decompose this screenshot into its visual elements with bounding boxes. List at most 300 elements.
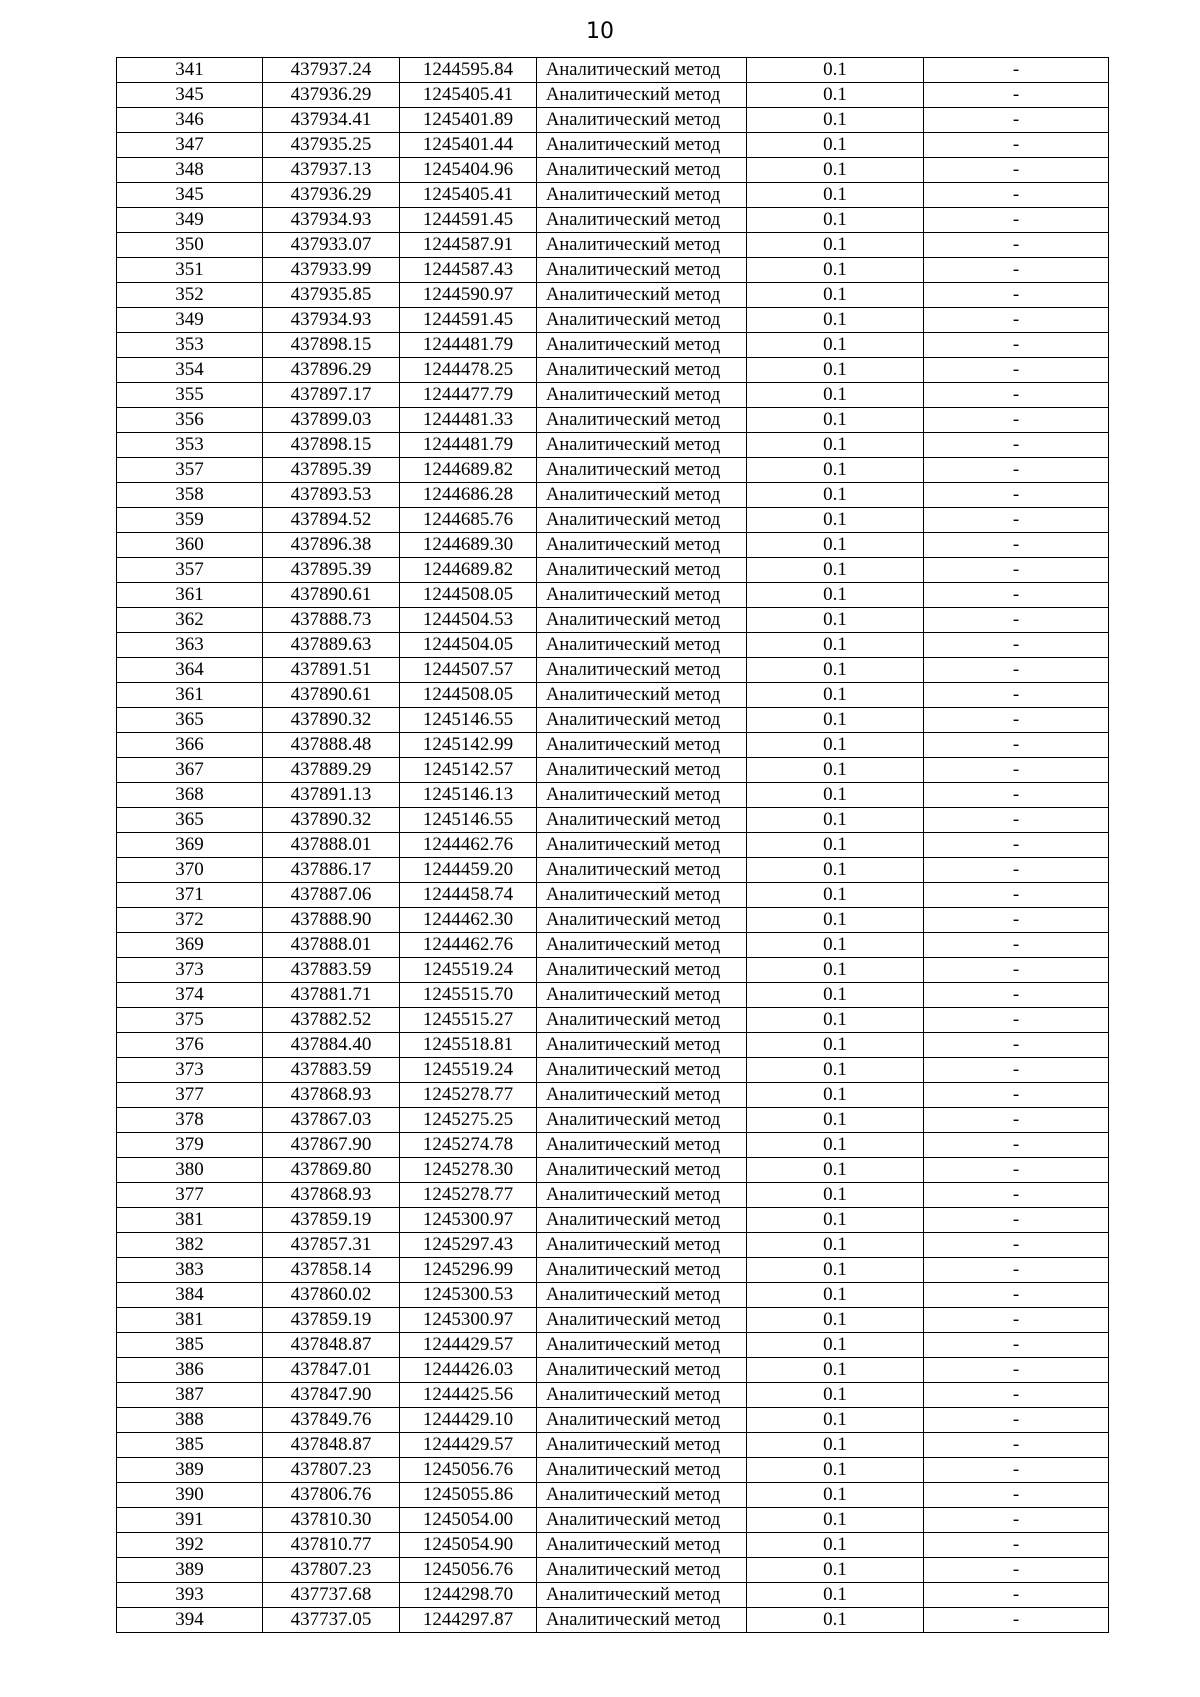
method-cell: Аналитический метод: [537, 933, 747, 958]
note-cell: -: [924, 758, 1109, 783]
precision-cell: 0.1: [747, 383, 924, 408]
precision-cell: 0.1: [747, 108, 924, 133]
method-cell: Аналитический метод: [537, 858, 747, 883]
point-number-cell: 375: [117, 1008, 263, 1033]
y-coordinate-cell: 1244587.91: [400, 233, 537, 258]
x-coordinate-cell: 437898.15: [263, 433, 400, 458]
precision-cell: 0.1: [747, 1033, 924, 1058]
y-coordinate-cell: 1244685.76: [400, 508, 537, 533]
method-cell: Аналитический метод: [537, 633, 747, 658]
method-cell: Аналитический метод: [537, 1583, 747, 1608]
method-cell: Аналитический метод: [537, 558, 747, 583]
y-coordinate-cell: 1244686.28: [400, 483, 537, 508]
precision-cell: 0.1: [747, 1433, 924, 1458]
note-cell: -: [924, 1333, 1109, 1358]
x-coordinate-cell: 437896.29: [263, 358, 400, 383]
x-coordinate-cell: 437899.03: [263, 408, 400, 433]
table-row: [117, 1083, 1109, 1108]
precision-cell: 0.1: [747, 1408, 924, 1433]
y-coordinate-cell: 1244508.05: [400, 683, 537, 708]
precision-cell: 0.1: [747, 808, 924, 833]
y-coordinate-cell: 1245404.96: [400, 158, 537, 183]
point-number-cell: 359: [117, 508, 263, 533]
note-cell: -: [924, 1108, 1109, 1133]
y-coordinate-cell: 1245405.41: [400, 83, 537, 108]
method-cell: Аналитический метод: [537, 883, 747, 908]
method-cell: Аналитический метод: [537, 683, 747, 708]
method-cell: Аналитический метод: [537, 1608, 747, 1633]
precision-cell: 0.1: [747, 583, 924, 608]
y-coordinate-cell: 1244481.33: [400, 408, 537, 433]
x-coordinate-cell: 437859.19: [263, 1308, 400, 1333]
point-number-cell: 378: [117, 1108, 263, 1133]
x-coordinate-cell: 437883.59: [263, 958, 400, 983]
x-coordinate-cell: 437886.17: [263, 858, 400, 883]
note-cell: -: [924, 533, 1109, 558]
note-cell: -: [924, 858, 1109, 883]
method-cell: Аналитический метод: [537, 1383, 747, 1408]
point-number-cell: 365: [117, 708, 263, 733]
method-cell: Аналитический метод: [537, 1508, 747, 1533]
note-cell: -: [924, 358, 1109, 383]
note-cell: -: [924, 233, 1109, 258]
note-cell: -: [924, 1158, 1109, 1183]
x-coordinate-cell: 437810.77: [263, 1533, 400, 1558]
x-coordinate-cell: 437894.52: [263, 508, 400, 533]
table-row: [117, 708, 1109, 733]
x-coordinate-cell: 437848.87: [263, 1433, 400, 1458]
y-coordinate-cell: 1244429.57: [400, 1433, 537, 1458]
x-coordinate-cell: 437867.90: [263, 1133, 400, 1158]
y-coordinate-cell: 1244508.05: [400, 583, 537, 608]
method-cell: Аналитический метод: [537, 308, 747, 333]
method-cell: Аналитический метод: [537, 1483, 747, 1508]
method-cell: Аналитический метод: [537, 433, 747, 458]
table-row: [117, 333, 1109, 358]
x-coordinate-cell: 437898.15: [263, 333, 400, 358]
note-cell: -: [924, 1558, 1109, 1583]
y-coordinate-cell: 1245056.76: [400, 1558, 537, 1583]
y-coordinate-cell: 1244481.79: [400, 333, 537, 358]
method-cell: Аналитический метод: [537, 1133, 747, 1158]
y-coordinate-cell: 1245515.70: [400, 983, 537, 1008]
point-number-cell: 361: [117, 583, 263, 608]
note-cell: -: [924, 1033, 1109, 1058]
table-row: [117, 1333, 1109, 1358]
table-row: [117, 1483, 1109, 1508]
precision-cell: 0.1: [747, 908, 924, 933]
y-coordinate-cell: 1245518.81: [400, 1033, 537, 1058]
table-row: [117, 733, 1109, 758]
table-row: [117, 908, 1109, 933]
x-coordinate-cell: 437891.51: [263, 658, 400, 683]
method-cell: Аналитический метод: [537, 458, 747, 483]
x-coordinate-cell: 437888.48: [263, 733, 400, 758]
table-row: [117, 1258, 1109, 1283]
note-cell: -: [924, 1283, 1109, 1308]
note-cell: -: [924, 558, 1109, 583]
precision-cell: 0.1: [747, 1533, 924, 1558]
note-cell: -: [924, 683, 1109, 708]
method-cell: Аналитический метод: [537, 108, 747, 133]
note-cell: -: [924, 183, 1109, 208]
method-cell: Аналитический метод: [537, 1058, 747, 1083]
method-cell: Аналитический метод: [537, 808, 747, 833]
note-cell: -: [924, 1358, 1109, 1383]
note-cell: -: [924, 1208, 1109, 1233]
x-coordinate-cell: 437937.13: [263, 158, 400, 183]
table-row: [117, 408, 1109, 433]
x-coordinate-cell: 437933.99: [263, 258, 400, 283]
y-coordinate-cell: 1244462.76: [400, 833, 537, 858]
x-coordinate-cell: 437858.14: [263, 1258, 400, 1283]
table-row: [117, 1133, 1109, 1158]
note-cell: -: [924, 708, 1109, 733]
table-row: [117, 1283, 1109, 1308]
method-cell: Аналитический метод: [537, 1308, 747, 1333]
point-number-cell: 392: [117, 1533, 263, 1558]
method-cell: Аналитический метод: [537, 333, 747, 358]
precision-cell: 0.1: [747, 1333, 924, 1358]
note-cell: -: [924, 908, 1109, 933]
precision-cell: 0.1: [747, 1258, 924, 1283]
x-coordinate-cell: 437806.76: [263, 1483, 400, 1508]
y-coordinate-cell: 1245278.77: [400, 1083, 537, 1108]
point-number-cell: 373: [117, 958, 263, 983]
method-cell: Аналитический метод: [537, 283, 747, 308]
method-cell: Аналитический метод: [537, 258, 747, 283]
point-number-cell: 367: [117, 758, 263, 783]
method-cell: Аналитический метод: [537, 1558, 747, 1583]
precision-cell: 0.1: [747, 1558, 924, 1583]
y-coordinate-cell: 1245515.27: [400, 1008, 537, 1033]
y-coordinate-cell: 1245296.99: [400, 1258, 537, 1283]
note-cell: -: [924, 408, 1109, 433]
point-number-cell: 361: [117, 683, 263, 708]
table-row: [117, 1358, 1109, 1383]
note-cell: -: [924, 933, 1109, 958]
precision-cell: 0.1: [747, 1608, 924, 1633]
table-row: [117, 358, 1109, 383]
precision-cell: 0.1: [747, 1508, 924, 1533]
point-number-cell: 379: [117, 1133, 263, 1158]
table-row: [117, 458, 1109, 483]
point-number-cell: 357: [117, 558, 263, 583]
y-coordinate-cell: 1244689.82: [400, 558, 537, 583]
point-number-cell: 362: [117, 608, 263, 633]
y-coordinate-cell: 1245300.53: [400, 1283, 537, 1308]
point-number-cell: 386: [117, 1358, 263, 1383]
point-number-cell: 353: [117, 333, 263, 358]
method-cell: Аналитический метод: [537, 733, 747, 758]
table-row: [117, 183, 1109, 208]
note-cell: -: [924, 833, 1109, 858]
point-number-cell: 366: [117, 733, 263, 758]
note-cell: -: [924, 633, 1109, 658]
point-number-cell: 391: [117, 1508, 263, 1533]
y-coordinate-cell: 1245056.76: [400, 1458, 537, 1483]
method-cell: Аналитический метод: [537, 1433, 747, 1458]
table-row: [117, 683, 1109, 708]
x-coordinate-cell: 437889.63: [263, 633, 400, 658]
precision-cell: 0.1: [747, 1583, 924, 1608]
point-number-cell: 347: [117, 133, 263, 158]
page-number: 10: [586, 19, 614, 44]
note-cell: -: [924, 458, 1109, 483]
y-coordinate-cell: 1245275.25: [400, 1108, 537, 1133]
y-coordinate-cell: 1245405.41: [400, 183, 537, 208]
precision-cell: 0.1: [747, 1133, 924, 1158]
point-number-cell: 341: [117, 58, 263, 83]
note-cell: -: [924, 808, 1109, 833]
point-number-cell: 363: [117, 633, 263, 658]
precision-cell: 0.1: [747, 1183, 924, 1208]
x-coordinate-cell: 437895.39: [263, 558, 400, 583]
point-number-cell: 346: [117, 108, 263, 133]
note-cell: -: [924, 1533, 1109, 1558]
method-cell: Аналитический метод: [537, 1233, 747, 1258]
point-number-cell: 364: [117, 658, 263, 683]
note-cell: -: [924, 133, 1109, 158]
method-cell: Аналитический метод: [537, 1208, 747, 1233]
point-number-cell: 393: [117, 1583, 263, 1608]
precision-cell: 0.1: [747, 1008, 924, 1033]
x-coordinate-cell: 437737.68: [263, 1583, 400, 1608]
method-cell: Аналитический метод: [537, 58, 747, 83]
precision-cell: 0.1: [747, 358, 924, 383]
point-number-cell: 385: [117, 1333, 263, 1358]
y-coordinate-cell: 1244462.30: [400, 908, 537, 933]
note-cell: -: [924, 658, 1109, 683]
x-coordinate-cell: 437868.93: [263, 1083, 400, 1108]
method-cell: Аналитический метод: [537, 533, 747, 558]
x-coordinate-cell: 437897.17: [263, 383, 400, 408]
point-number-cell: 385: [117, 1433, 263, 1458]
x-coordinate-cell: 437810.30: [263, 1508, 400, 1533]
precision-cell: 0.1: [747, 408, 924, 433]
table-row: [117, 83, 1109, 108]
table-row: [117, 1383, 1109, 1408]
point-number-cell: 384: [117, 1283, 263, 1308]
table-row: [117, 558, 1109, 583]
y-coordinate-cell: 1244478.25: [400, 358, 537, 383]
y-coordinate-cell: 1244458.74: [400, 883, 537, 908]
x-coordinate-cell: 437807.23: [263, 1458, 400, 1483]
note-cell: -: [924, 208, 1109, 233]
table-row: [117, 1583, 1109, 1608]
method-cell: Аналитический метод: [537, 133, 747, 158]
table-row: [117, 633, 1109, 658]
table-row: [117, 1058, 1109, 1083]
note-cell: -: [924, 1133, 1109, 1158]
x-coordinate-cell: 437891.13: [263, 783, 400, 808]
table-row: [117, 1208, 1109, 1233]
precision-cell: 0.1: [747, 708, 924, 733]
y-coordinate-cell: 1244587.43: [400, 258, 537, 283]
method-cell: Аналитический метод: [537, 1258, 747, 1283]
method-cell: Аналитический метод: [537, 1158, 747, 1183]
note-cell: -: [924, 433, 1109, 458]
point-number-cell: 349: [117, 208, 263, 233]
point-number-cell: 358: [117, 483, 263, 508]
method-cell: Аналитический метод: [537, 608, 747, 633]
precision-cell: 0.1: [747, 608, 924, 633]
table-row: [117, 1008, 1109, 1033]
method-cell: Аналитический метод: [537, 383, 747, 408]
x-coordinate-cell: 437936.29: [263, 183, 400, 208]
x-coordinate-cell: 437890.32: [263, 708, 400, 733]
x-coordinate-cell: 437890.61: [263, 583, 400, 608]
point-number-cell: 389: [117, 1558, 263, 1583]
precision-cell: 0.1: [747, 58, 924, 83]
table-row: [117, 508, 1109, 533]
precision-cell: 0.1: [747, 1208, 924, 1233]
method-cell: Аналитический метод: [537, 183, 747, 208]
y-coordinate-cell: 1244429.57: [400, 1333, 537, 1358]
precision-cell: 0.1: [747, 983, 924, 1008]
precision-cell: 0.1: [747, 883, 924, 908]
note-cell: -: [924, 333, 1109, 358]
point-number-cell: 390: [117, 1483, 263, 1508]
table-row: [117, 583, 1109, 608]
x-coordinate-cell: 437888.90: [263, 908, 400, 933]
table-row: [117, 208, 1109, 233]
precision-cell: 0.1: [747, 533, 924, 558]
y-coordinate-cell: 1245300.97: [400, 1308, 537, 1333]
table-row: [117, 108, 1109, 133]
point-number-cell: 389: [117, 1458, 263, 1483]
y-coordinate-cell: 1244591.45: [400, 308, 537, 333]
method-cell: Аналитический метод: [537, 1083, 747, 1108]
precision-cell: 0.1: [747, 1083, 924, 1108]
y-coordinate-cell: 1244689.82: [400, 458, 537, 483]
point-number-cell: 351: [117, 258, 263, 283]
y-coordinate-cell: 1245142.99: [400, 733, 537, 758]
table-row: [117, 783, 1109, 808]
y-coordinate-cell: 1245054.00: [400, 1508, 537, 1533]
point-number-cell: 374: [117, 983, 263, 1008]
precision-cell: 0.1: [747, 158, 924, 183]
x-coordinate-cell: 437737.05: [263, 1608, 400, 1633]
precision-cell: 0.1: [747, 633, 924, 658]
precision-cell: 0.1: [747, 133, 924, 158]
y-coordinate-cell: 1244590.97: [400, 283, 537, 308]
point-number-cell: 380: [117, 1158, 263, 1183]
x-coordinate-cell: 437890.61: [263, 683, 400, 708]
note-cell: -: [924, 958, 1109, 983]
table-row: [117, 1608, 1109, 1633]
y-coordinate-cell: 1244429.10: [400, 1408, 537, 1433]
note-cell: -: [924, 1608, 1109, 1633]
precision-cell: 0.1: [747, 258, 924, 283]
x-coordinate-cell: 437933.07: [263, 233, 400, 258]
method-cell: Аналитический метод: [537, 233, 747, 258]
note-cell: -: [924, 58, 1109, 83]
precision-cell: 0.1: [747, 433, 924, 458]
x-coordinate-cell: 437888.01: [263, 933, 400, 958]
point-number-cell: 353: [117, 433, 263, 458]
table-row: [117, 608, 1109, 633]
point-number-cell: 377: [117, 1083, 263, 1108]
x-coordinate-cell: 437890.32: [263, 808, 400, 833]
table-row: [117, 433, 1109, 458]
x-coordinate-cell: 437936.29: [263, 83, 400, 108]
x-coordinate-cell: 437896.38: [263, 533, 400, 558]
note-cell: -: [924, 308, 1109, 333]
point-number-cell: 355: [117, 383, 263, 408]
point-number-cell: 381: [117, 1308, 263, 1333]
method-cell: Аналитический метод: [537, 508, 747, 533]
note-cell: -: [924, 83, 1109, 108]
precision-cell: 0.1: [747, 333, 924, 358]
precision-cell: 0.1: [747, 1358, 924, 1383]
point-number-cell: 370: [117, 858, 263, 883]
method-cell: Аналитический метод: [537, 1033, 747, 1058]
table-row: [117, 1233, 1109, 1258]
x-coordinate-cell: 437807.23: [263, 1558, 400, 1583]
point-number-cell: 352: [117, 283, 263, 308]
note-cell: -: [924, 283, 1109, 308]
note-cell: -: [924, 1483, 1109, 1508]
point-number-cell: 376: [117, 1033, 263, 1058]
table-row: [117, 1308, 1109, 1333]
x-coordinate-cell: 437895.39: [263, 458, 400, 483]
precision-cell: 0.1: [747, 833, 924, 858]
table-row: [117, 833, 1109, 858]
note-cell: -: [924, 1058, 1109, 1083]
y-coordinate-cell: 1245146.13: [400, 783, 537, 808]
y-coordinate-cell: 1245055.86: [400, 1483, 537, 1508]
x-coordinate-cell: 437847.90: [263, 1383, 400, 1408]
point-number-cell: 368: [117, 783, 263, 808]
y-coordinate-cell: 1245519.24: [400, 1058, 537, 1083]
precision-cell: 0.1: [747, 783, 924, 808]
point-number-cell: 381: [117, 1208, 263, 1233]
x-coordinate-cell: 437868.93: [263, 1183, 400, 1208]
method-cell: Аналитический метод: [537, 983, 747, 1008]
note-cell: -: [924, 1308, 1109, 1333]
precision-cell: 0.1: [747, 758, 924, 783]
method-cell: Аналитический метод: [537, 708, 747, 733]
table-row: [117, 1433, 1109, 1458]
method-cell: Аналитический метод: [537, 1333, 747, 1358]
precision-cell: 0.1: [747, 958, 924, 983]
precision-cell: 0.1: [747, 1458, 924, 1483]
point-number-cell: 394: [117, 1608, 263, 1633]
point-number-cell: 388: [117, 1408, 263, 1433]
precision-cell: 0.1: [747, 733, 924, 758]
x-coordinate-cell: 437884.40: [263, 1033, 400, 1058]
x-coordinate-cell: 437893.53: [263, 483, 400, 508]
method-cell: Аналитический метод: [537, 408, 747, 433]
note-cell: -: [924, 1458, 1109, 1483]
note-cell: -: [924, 508, 1109, 533]
table-row: [117, 933, 1109, 958]
point-number-cell: 369: [117, 833, 263, 858]
table-row: [117, 1558, 1109, 1583]
x-coordinate-cell: 437882.52: [263, 1008, 400, 1033]
x-coordinate-cell: 437869.80: [263, 1158, 400, 1183]
method-cell: Аналитический метод: [537, 908, 747, 933]
precision-cell: 0.1: [747, 1058, 924, 1083]
table-row: [117, 283, 1109, 308]
precision-cell: 0.1: [747, 283, 924, 308]
point-number-cell: 373: [117, 1058, 263, 1083]
point-number-cell: 371: [117, 883, 263, 908]
note-cell: -: [924, 583, 1109, 608]
method-cell: Аналитический метод: [537, 1183, 747, 1208]
x-coordinate-cell: 437849.76: [263, 1408, 400, 1433]
